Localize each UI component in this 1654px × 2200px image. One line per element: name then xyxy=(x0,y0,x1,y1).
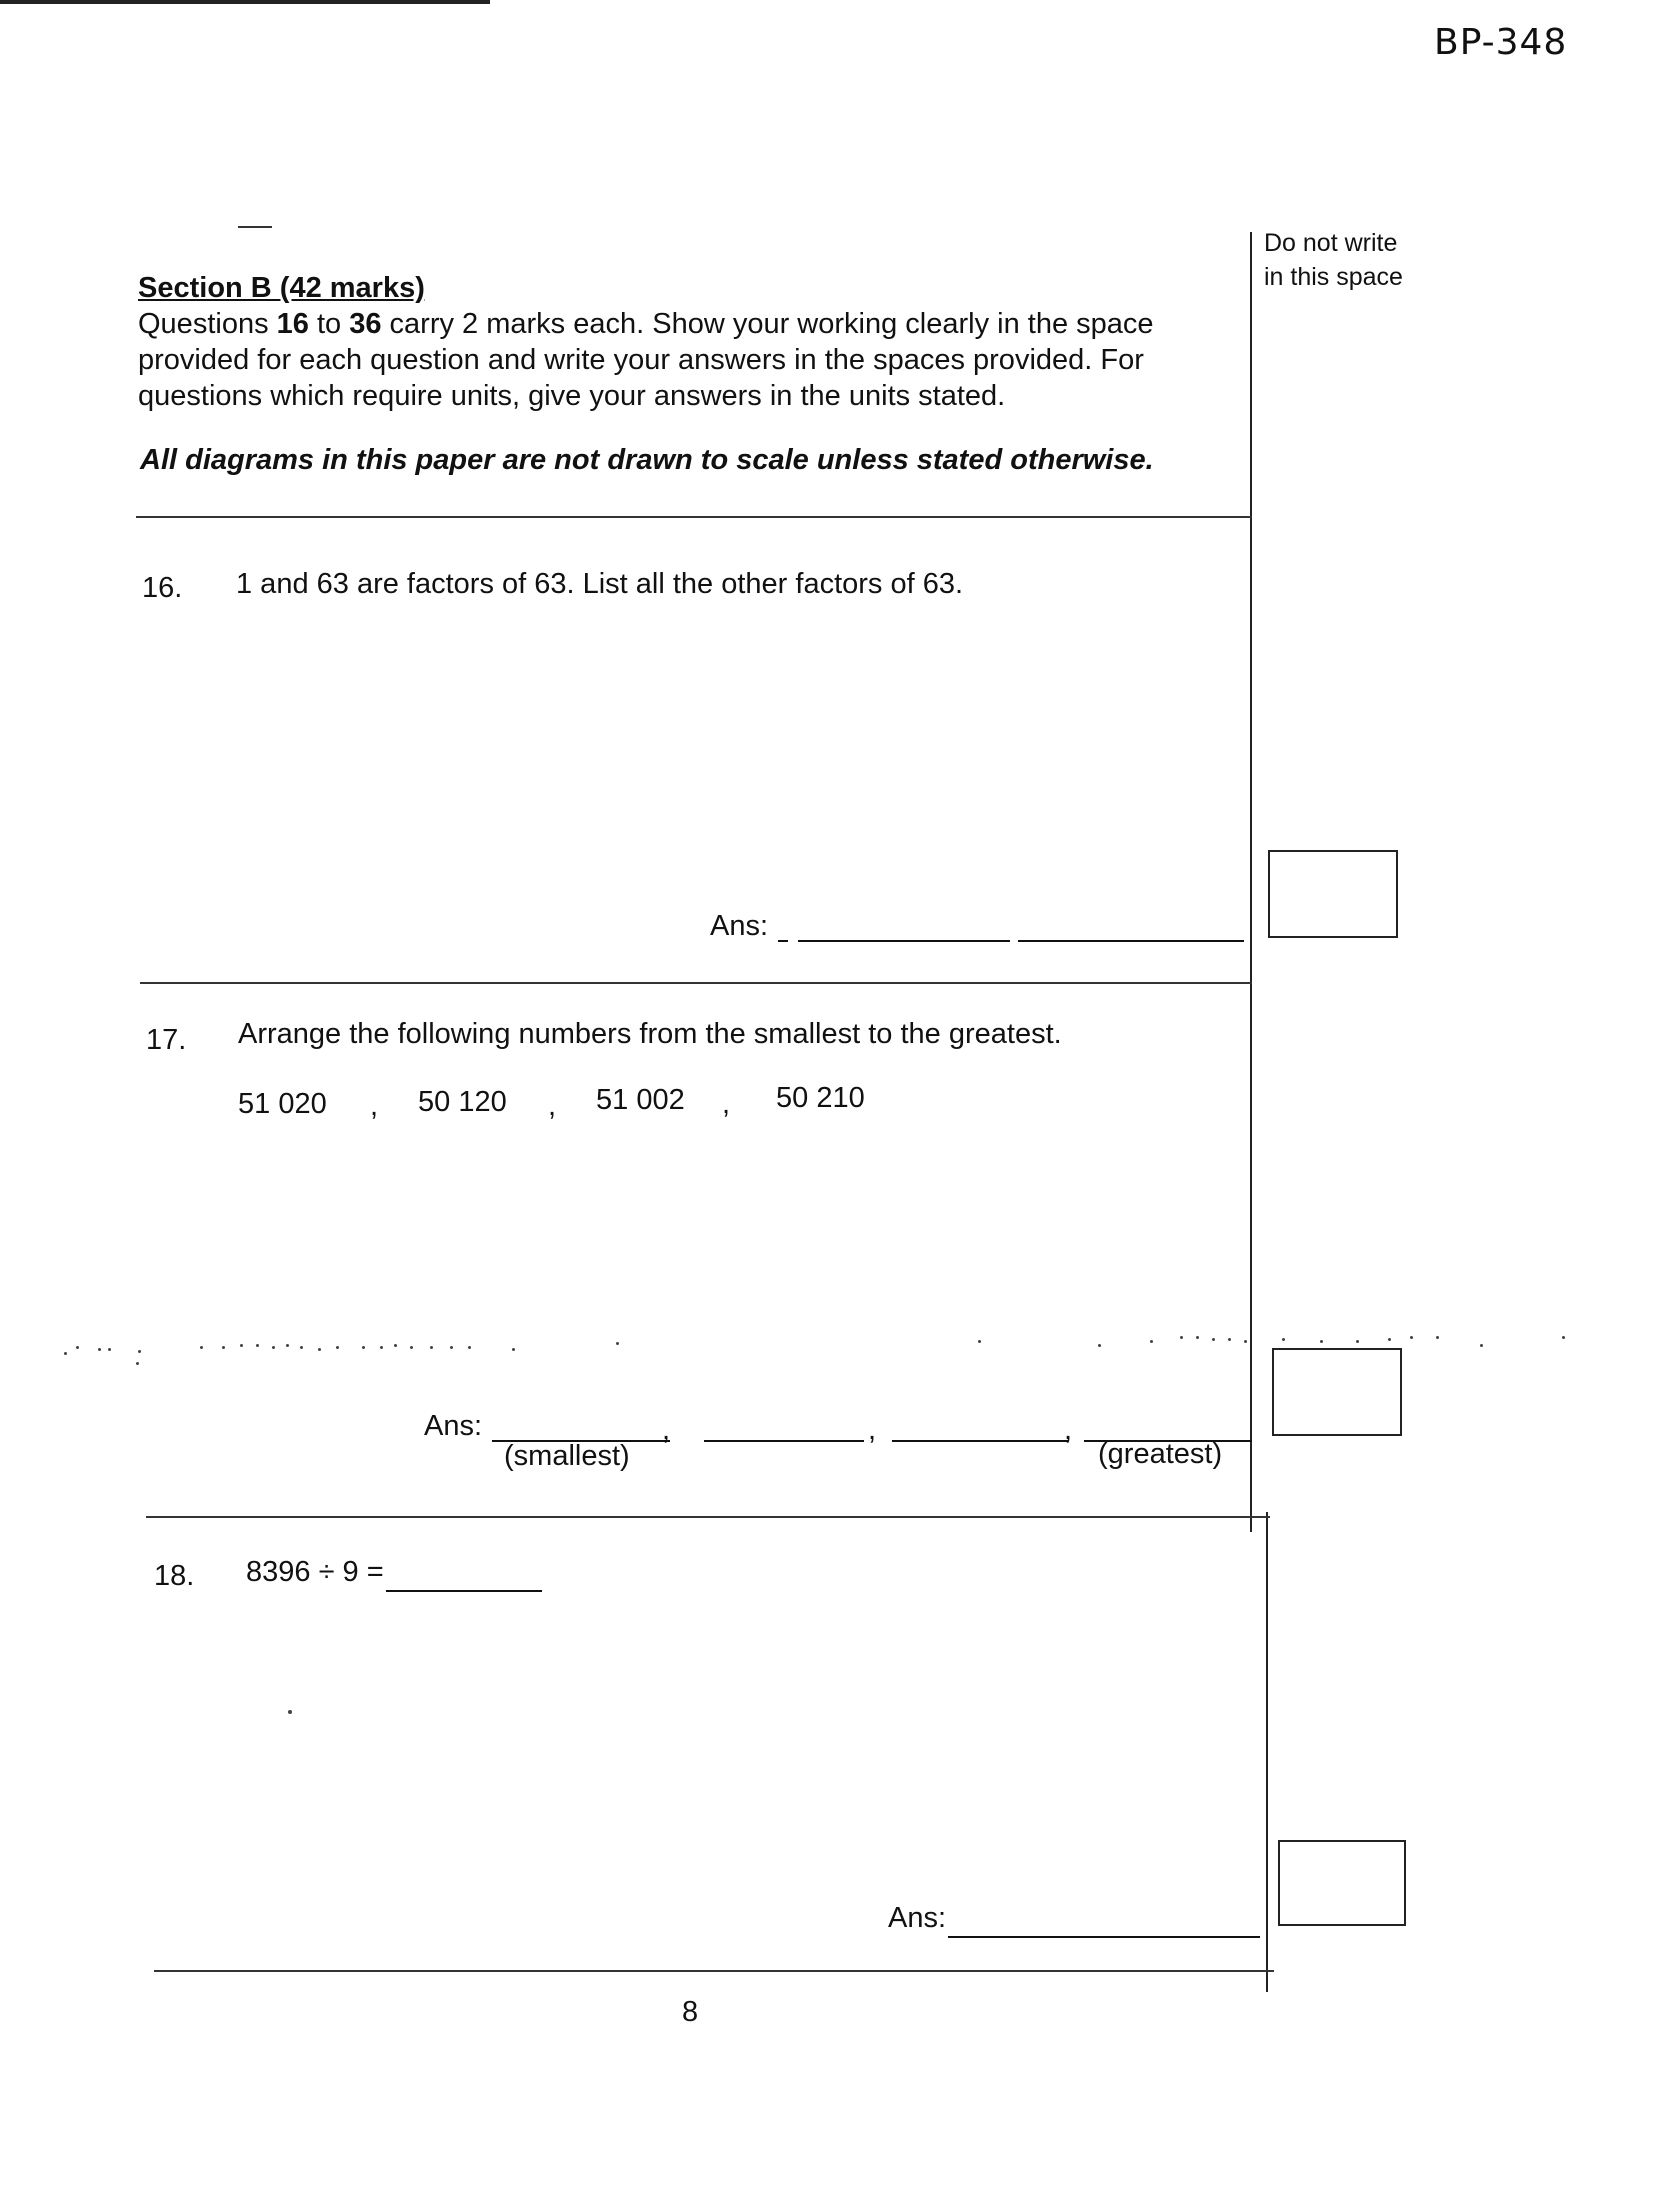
answer-slot-3[interactable] xyxy=(892,1440,1068,1442)
marks-box-18 xyxy=(1278,1840,1406,1926)
comma-1: , xyxy=(662,1414,671,1446)
divider-2 xyxy=(140,982,1252,984)
stray-dash xyxy=(238,226,272,228)
question-text-17: Arrange the following numbers from the smallest to the greatest. xyxy=(238,1018,1062,1050)
separator-2: , xyxy=(548,1090,557,1122)
separator-1: , xyxy=(370,1090,379,1122)
instructions-line1: Questions 16 to 36 carry 2 marks each. Show your working clearly in the space xyxy=(138,308,1154,340)
number-4: 50 210 xyxy=(776,1082,865,1114)
question-number-18: 18. xyxy=(154,1560,195,1592)
margin-note-line2: in this space xyxy=(1264,263,1403,291)
divider-1 xyxy=(136,516,1252,518)
section-instructions xyxy=(138,306,1154,414)
comma-3: , xyxy=(1064,1414,1073,1446)
question-number-17: 17. xyxy=(146,1024,187,1056)
marks-box-16 xyxy=(1268,850,1398,938)
marks-box-17 xyxy=(1272,1348,1402,1436)
number-3: 51 002 xyxy=(596,1084,685,1116)
answer-line-16-b[interactable] xyxy=(798,940,1010,942)
number-2: 50 120 xyxy=(418,1086,507,1118)
question-number-16: 16. xyxy=(142,572,183,604)
paper-code: BP-348 xyxy=(1434,22,1568,63)
question-text-16: 1 and 63 are factors of 63. List all the other factors of 63. xyxy=(236,568,964,600)
label-greatest: (greatest) xyxy=(1098,1438,1223,1470)
label-smallest: (smallest) xyxy=(504,1440,630,1472)
divider-3 xyxy=(146,1516,1270,1518)
answer-line-18-inline[interactable] xyxy=(386,1590,542,1592)
number-1: 51 020 xyxy=(238,1088,327,1120)
footer-rule xyxy=(154,1970,1274,1972)
answer-label-16: Ans: xyxy=(710,910,769,942)
answer-line-16-a[interactable] xyxy=(778,940,788,942)
answer-line-16-c[interactable] xyxy=(1018,940,1244,942)
scale-note: All diagrams in this paper are not drawn to scale unless stated otherwise. xyxy=(140,444,1154,476)
page-number: 8 xyxy=(682,1996,699,2028)
question-text-18: 8396 ÷ 9 = xyxy=(246,1556,384,1588)
separator-3: , xyxy=(722,1088,731,1120)
instructions-line2: provided for each question and write your answers in the spaces provided. For xyxy=(138,344,1144,376)
margin-rule-upper xyxy=(1250,232,1252,1532)
answer-label-17: Ans: xyxy=(424,1410,483,1442)
margin-note-line1: Do not write xyxy=(1264,229,1398,257)
answer-label-18: Ans: xyxy=(888,1902,947,1934)
margin-rule-lower xyxy=(1266,1512,1268,1992)
margin-note xyxy=(1264,226,1414,294)
scan-edge-line xyxy=(0,0,490,4)
stray-dot xyxy=(288,1710,292,1714)
instructions-line3: questions which require units, give your answers in the units stated. xyxy=(138,380,1006,412)
answer-slot-2[interactable] xyxy=(704,1440,864,1442)
answer-line-18[interactable] xyxy=(948,1936,1260,1938)
comma-2: , xyxy=(868,1414,877,1446)
section-title: Section B (42 marks) xyxy=(138,272,425,304)
